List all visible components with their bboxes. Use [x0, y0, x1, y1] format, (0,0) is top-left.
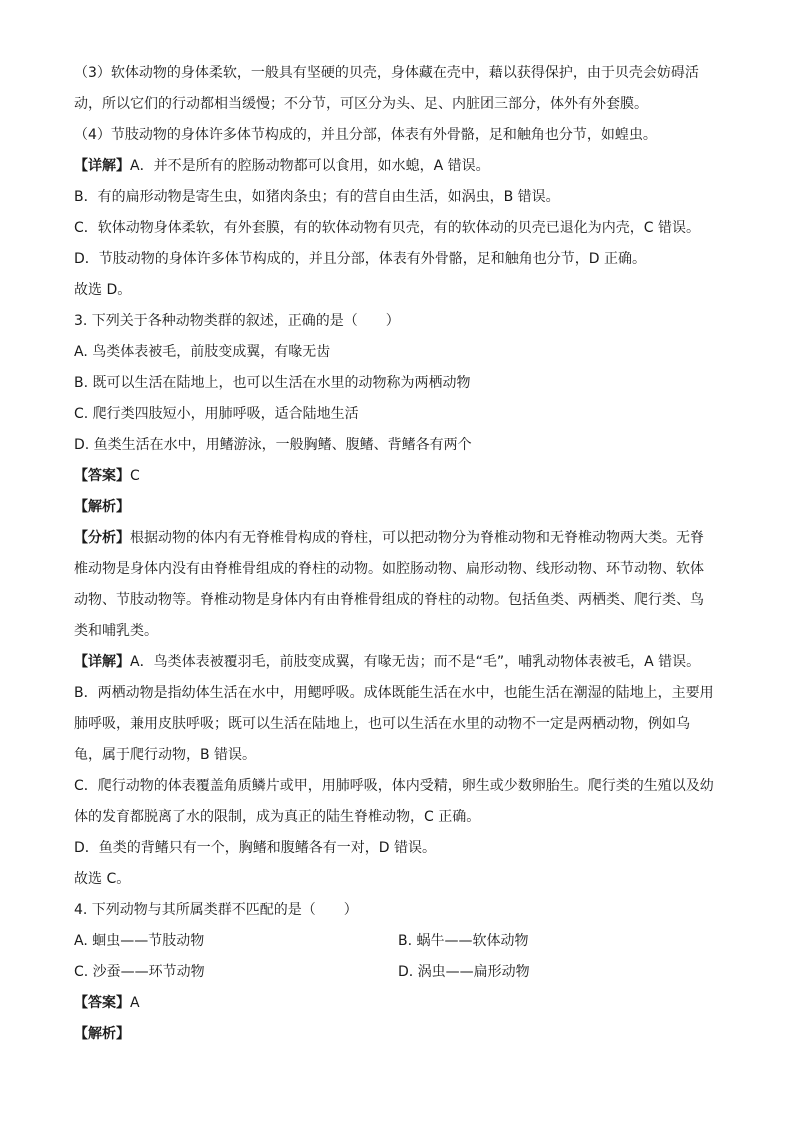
q3-analysis-line2: 椎动物是身体内没有由脊椎骨组成的脊柱的动物。如腔肠动物、扁形动物、线形动物、环节动物、软体 [74, 561, 704, 577]
q3-conclusion: 故选 C。 [74, 871, 131, 887]
q4-analysis-heading: 【解析】 [74, 1026, 130, 1042]
q3-analysis-line1 [74, 523, 722, 554]
analysis-line1-text: 根据动物的体内有无脊椎骨构成的脊柱，可以把动物分为脊椎动物和无脊椎动物两大类。无脊 [130, 530, 704, 546]
q3-analysis-line4: 类和哺乳类。 [74, 623, 158, 639]
q3-detail-d: D．鱼类的背鳍只有一个，胸鳍和腹鳍各有一对，D 错误。 [74, 840, 437, 856]
answer-tag: 【答案】 [74, 995, 130, 1011]
prev-detail-d: D．节肢动物的身体许多体节构成的，并且分部，体表有外骨骼，足和触角也分节，D 正确。 [74, 251, 647, 267]
q3-detail-b-line2: 肺呼吸，兼用皮肤呼吸；既可以生活在陆地上，也可以生活在水里的动物不一定是两栖动物，例如乌 [74, 716, 690, 732]
q3-option-a: A. 鸟类体表被毛，前肢变成翼，有喙无齿 [74, 344, 331, 360]
q4-answer [74, 988, 722, 1019]
detail-tag: 【详解】 [74, 654, 130, 670]
prev-detail-c: C．软体动物身体柔软，有外套膜，有的软体动物有贝壳，有的软体动的贝壳已退化为内壳，C 错误。 [74, 220, 700, 236]
q3-detail-c-line1: C．爬行动物的体表覆盖角质鳞片或甲，用肺呼吸，体内受精，卵生或少数卵胎生。爬行类的生殖以及幼 [74, 778, 714, 794]
q3-option-d: D. 鱼类生活在水中，用鳍游泳，一般胸鳍、腹鳍、背鳍各有两个 [74, 437, 472, 453]
q3-option-c: C. 爬行类四肢短小，用肺呼吸，适合陆地生活 [74, 406, 359, 422]
detail-tag: 【详解】 [74, 158, 130, 174]
prev-detail-a [74, 151, 722, 182]
prev-detail-a-text: A．并不是所有的腔肠动物都可以食用，如水螅，A 错误。 [130, 158, 490, 174]
q3-stem: 3. 下列关于各种动物类群的叙述，正确的是（ ） [74, 313, 400, 329]
q4-options-row1 [74, 926, 722, 957]
item4-line: （4）节肢动物的身体许多体节构成的，并且分部，体表有外骨骼，足和触角也分节，如蝗虫。 [74, 127, 657, 143]
q4-options-row2 [74, 957, 722, 988]
prev-detail-b: B．有的扁形动物是寄生虫，如猪肉条虫；有的营自由生活，如涡虫，B 错误。 [74, 189, 560, 205]
q3-detail-a-text: A．鸟类体表被覆羽毛，前肢变成翼，有喙无齿；而不是“毛”，哺乳动物体表被毛，A 错误。 [130, 654, 701, 670]
prev-conclusion: 故选 D。 [74, 282, 132, 298]
q4-stem: 4. 下列动物与其所属类群不匹配的是（ ） [74, 902, 358, 918]
q3-analysis-heading: 【解析】 [74, 499, 130, 515]
q3-option-b: B. 既可以生活在陆地上，也可以生活在水里的动物称为两栖动物 [74, 375, 471, 391]
q3-detail-a [74, 647, 722, 678]
q4-option-b: B. 蜗牛——软体动物 [398, 933, 529, 949]
q3-detail-b-line1: B．两栖动物是指幼体生活在水中，用鳃呼吸。成体既能生活在水中，也能生活在潮湿的陆地上，主要用 [74, 685, 714, 701]
q3-detail-c-line2: 体的发育都脱离了水的限制，成为真正的陆生脊椎动物，C 正确。 [74, 809, 481, 825]
document-page [74, 58, 722, 1050]
answer-tag: 【答案】 [74, 468, 130, 484]
q3-analysis-line3: 动物、节肢动物等。脊椎动物是身体内有由脊椎骨组成的脊柱的动物。包括鱼类、两栖类、爬行类、鸟 [74, 592, 704, 608]
q4-option-a: A. 蛔虫——节肢动物 [74, 933, 205, 949]
analysis-lead-tag: 【分析】 [74, 530, 130, 546]
q4-option-c: C. 沙蚕——环节动物 [74, 964, 205, 980]
q3-detail-b-line3: 龟，属于爬行动物，B 错误。 [74, 747, 257, 763]
item3-line2: 动，所以它们的行动都相当缓慢；不分节，可区分为头、足、内脏团三部分，体外有外套膜。 [74, 96, 648, 112]
item3-line1: （3）软体动物的身体柔软，一般具有坚硬的贝壳，身体藏在壳中，藉以获得保护，由于贝壳会妨碍活 [74, 65, 699, 81]
q3-answer [74, 461, 722, 492]
answer-value: C [130, 468, 140, 484]
q4-option-d: D. 涡虫——扁形动物 [398, 964, 530, 980]
answer-value: A [130, 995, 140, 1011]
